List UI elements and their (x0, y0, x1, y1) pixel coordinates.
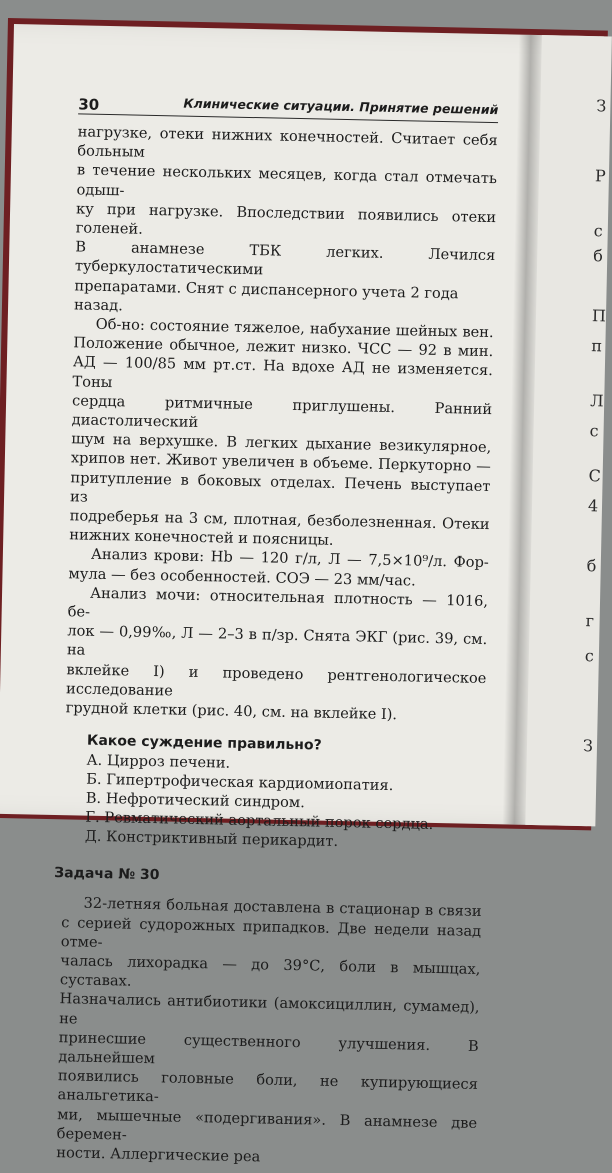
next-page-glyph: З (596, 96, 607, 116)
task-title: Задача № 30 (54, 865, 160, 884)
question-block (63, 732, 485, 855)
text-line: с серией судорожных припадков. Две недели назад отме- (60, 913, 482, 951)
next-page-glyph: Л (590, 391, 604, 411)
text-line: препаратами. Снят с диспансерного учета 2 года назад. (73, 276, 459, 315)
text-line: 32-летняя больная доставлена в стационар в связи (83, 894, 482, 921)
text-line: мула — без особенностей. СОЭ — 23 мм/час. (68, 564, 416, 590)
text-line: Анализ крови: Hb — 120 г/л, Л — 7,5×10⁹/л. Фор- (90, 546, 489, 572)
text-line: лок — 0,99‰, Л — 2–3 в п/зр. Снята ЭКГ (рис. 39, см. на (66, 622, 488, 660)
text-line: Назначались антибиотики (амоксициллин, сумамед), не (59, 990, 480, 1028)
next-page-glyph: С (588, 466, 602, 486)
answer-option: Г. Ревматический аортальный порок сердца. (85, 808, 434, 834)
next-page-glyph: с (593, 221, 603, 241)
text-line: грудной клетки (рис. 40, см. на вклейке I). (65, 699, 398, 724)
page-content (56, 87, 498, 1171)
text-line: ку при нагрузке. Впоследствии появились отеки голеней. (75, 200, 497, 238)
text-line: чалась лихорадка — до 39°С, боли в мышцах, суставах. (59, 952, 481, 990)
text-line: принесшие существенного улучшения. В дальнейшем (58, 1028, 479, 1068)
text-line: в течение нескольких месяцев, когда стал отмечать одыш- (76, 161, 498, 199)
text-line: нагрузке, отеки нижних конечностей. Считает себя больным (77, 123, 498, 161)
page-header (78, 87, 498, 123)
text-line: хрипов нет. Живот увеличен в объеме. Перкуторно — (70, 449, 492, 476)
next-page-glyph: п (591, 336, 603, 356)
text-line: Анализ мочи: относительная плотность — 1016, бе- (67, 584, 489, 621)
next-page-glyph: 4 (587, 496, 599, 516)
answer-option: Б. Гипертрофическая кардиомиопатия. (86, 770, 394, 795)
text-line: Положение обычное, лежит низко. ЧСС — 92 в мин. (73, 334, 494, 361)
answer-options (63, 751, 485, 855)
answer-option: В. Нефротический синдром. (85, 789, 306, 812)
next-page-glyph: З (582, 736, 594, 756)
text-line: появились головные боли, не купирующиеся анальгетика- (57, 1067, 479, 1106)
next-page-glyph: г (585, 611, 595, 631)
task-text (56, 893, 482, 1171)
text-line: сердца ритмичные приглушены. Ранний диастолический (71, 392, 493, 431)
text-line: вклейке I) и проведено рентгенологическое исследование (65, 660, 487, 700)
question-title: Какое суждение правильно? (86, 732, 322, 754)
next-page-glyph: с (589, 421, 599, 441)
text-line: притупление в боковых отделах. Печень выступает из (69, 468, 491, 506)
text-line: шум на верхушке. В легких дыхание везикулярное, (71, 430, 492, 457)
text-line: нижних конечностей и поясницы. (69, 526, 334, 550)
text-line: ми, мышечные «подергивания». В анамнезе две беремен- (56, 1105, 478, 1144)
answer-option: Д. Констриктивный перикардит. (84, 827, 339, 851)
book-page (0, 24, 607, 1166)
next-page-glyph: б (586, 556, 597, 576)
next-page-glyph: Р (594, 166, 606, 186)
next-page-glyph: П (591, 306, 607, 326)
text-line: ности. Аллергические реа (56, 1144, 261, 1166)
text-line: Об-но: состояние тяжелое, набухание шейных вен. (95, 315, 494, 342)
body-text (65, 122, 497, 726)
text-line: подреберья на 3 см, плотная, безболезненная. Отеки (69, 507, 490, 534)
running-head: Клинические ситуации. Принятие решений (183, 95, 499, 118)
text-line: АД — 100/85 мм рт.ст. На вдохе АД не изменяется. Тоны (72, 353, 494, 391)
page-number: 30 (78, 95, 100, 114)
answer-option: А. Цирроз печени. (86, 751, 231, 772)
next-page-glyph: с (584, 646, 595, 666)
next-page-glyph: б (593, 246, 604, 266)
text-line: В анамнезе ТБК легких. Лечился туберкулостатическими (74, 238, 496, 279)
